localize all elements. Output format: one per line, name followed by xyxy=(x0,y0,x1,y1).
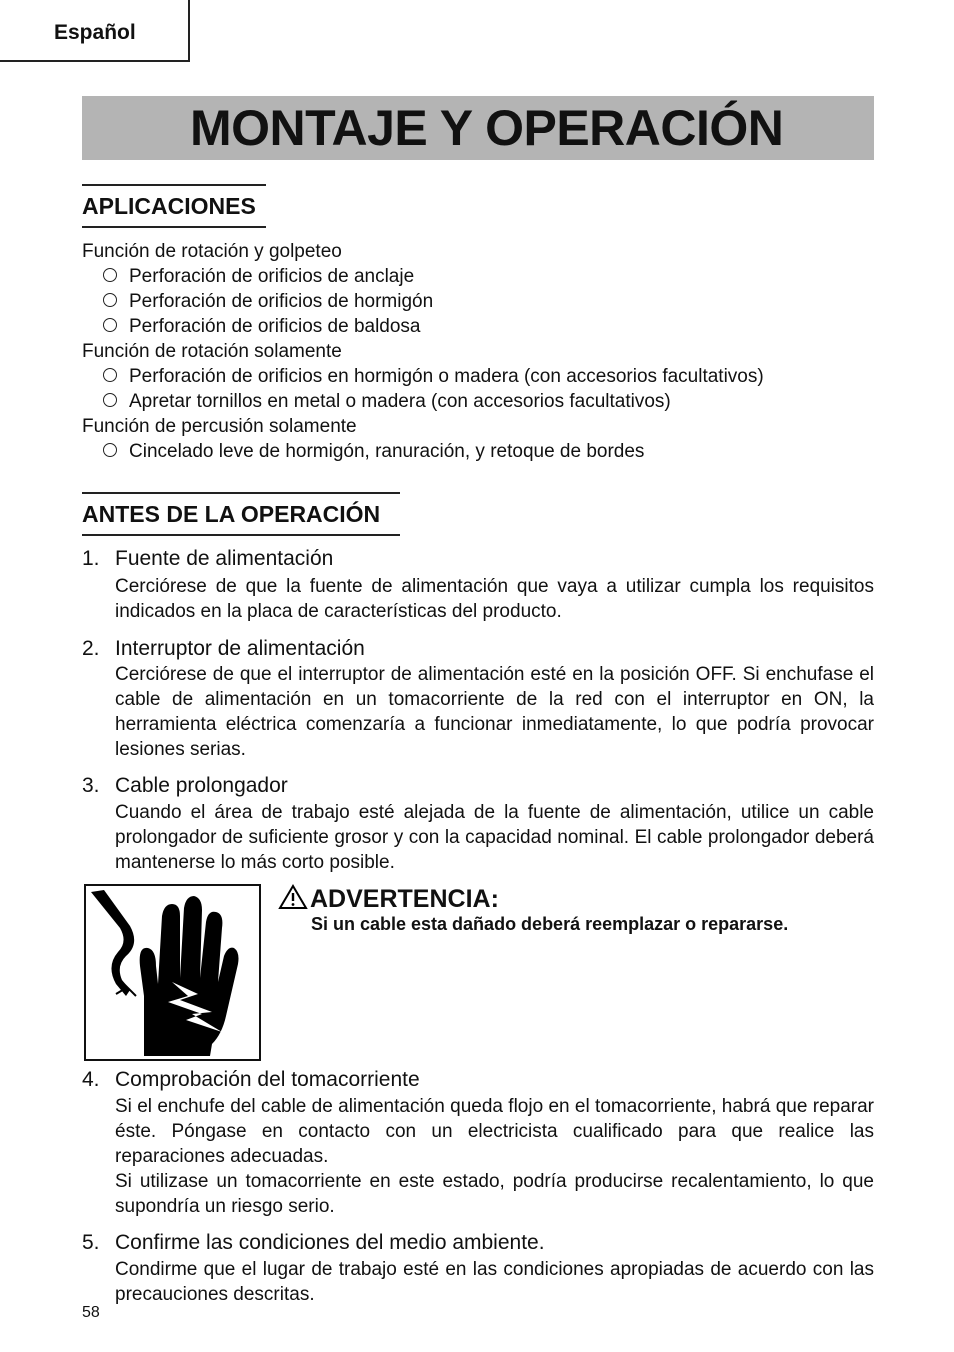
item-2-body: Cerciórese de que el interruptor de alimentación esté en la posición OFF. Si enchufase el cable de alimentación en un tomacorriente de la red con el interruptor en ON, la herramienta eléctrica comenzaría a funcionar inmediatamente, lo que podría provocar lesiones serias. xyxy=(115,664,874,760)
item-3-title: 3. Cable prolongador xyxy=(82,774,288,797)
item-4-body-2: Si utilizase un tomacorriente en este estado, podría producirse recalentamiento, lo que supondría un riesgo serio. xyxy=(115,1171,874,1217)
applications-heading: APLICACIONES xyxy=(82,184,266,228)
item-1-title: 1. Fuente de alimentación xyxy=(82,547,334,570)
language-label: Español xyxy=(54,21,136,44)
app-line-0: Función de rotación y golpeteo xyxy=(82,241,342,262)
item-3-body: Cuando el área de trabajo esté alejada de la fuente de alimentación, utilice un cable prolongador de suficiente grosor y con la capacidad nominal. El cable prolongador deberá mantenerse lo más corto posible. xyxy=(115,802,874,873)
item-2-title: 2. Interruptor de alimentación xyxy=(82,637,365,660)
item-5-body: Condirme que el lugar de trabajo esté en las condiciones apropiadas de acuerdo con las precauciones descritas. xyxy=(115,1259,874,1305)
app-line-7: Función de percusión solamente xyxy=(82,416,357,437)
item-4-title: 4. Comprobación del tomacorriente xyxy=(82,1068,420,1091)
electric-shock-hand-icon xyxy=(84,884,261,1061)
app-line-8: Cincelado leve de hormigón, ranuración, y retoque de bordes xyxy=(103,439,644,464)
language-tab xyxy=(0,0,190,62)
app-line-4: Función de rotación solamente xyxy=(82,341,342,362)
item-1-body: Cerciórese de que la fuente de alimentación que vaya a utilizar cumpla los requisitos indicados en la placa de características del producto. xyxy=(115,576,874,622)
before-operation-heading: ANTES DE LA OPERACIÓN xyxy=(82,492,400,536)
app-line-1: Perforación de orificios de anclaje xyxy=(103,264,414,289)
warning-heading: ADVERTENCIA: xyxy=(278,884,499,913)
page-title: MONTAJE Y OPERACIÓN xyxy=(190,100,784,156)
app-line-3: Perforación de orificios de baldosa xyxy=(103,314,421,339)
item-4-body: Si el enchufe del cable de alimentación queda flojo en el tomacorriente, habrá que reparar éste. Póngase en contacto con un electricista cualificado para que realice las reparaciones adecuadas. xyxy=(115,1096,874,1167)
warning-triangle-icon xyxy=(278,884,308,910)
page-number: 58 xyxy=(82,1304,100,1321)
app-line-5: Perforación de orificios en hormigón o madera (con accesorios facultativos) xyxy=(103,364,764,389)
app-line-2: Perforación de orificios de hormigón xyxy=(103,289,433,314)
title-bar xyxy=(82,96,874,160)
item-5-title: 5. Confirme las condiciones del medio ambiente. xyxy=(82,1231,545,1254)
app-line-6: Apretar tornillos en metal o madera (con accesorios facultativos) xyxy=(103,389,671,414)
warning-text: Si un cable esta dañado deberá reemplazar o repararse. xyxy=(311,914,789,934)
